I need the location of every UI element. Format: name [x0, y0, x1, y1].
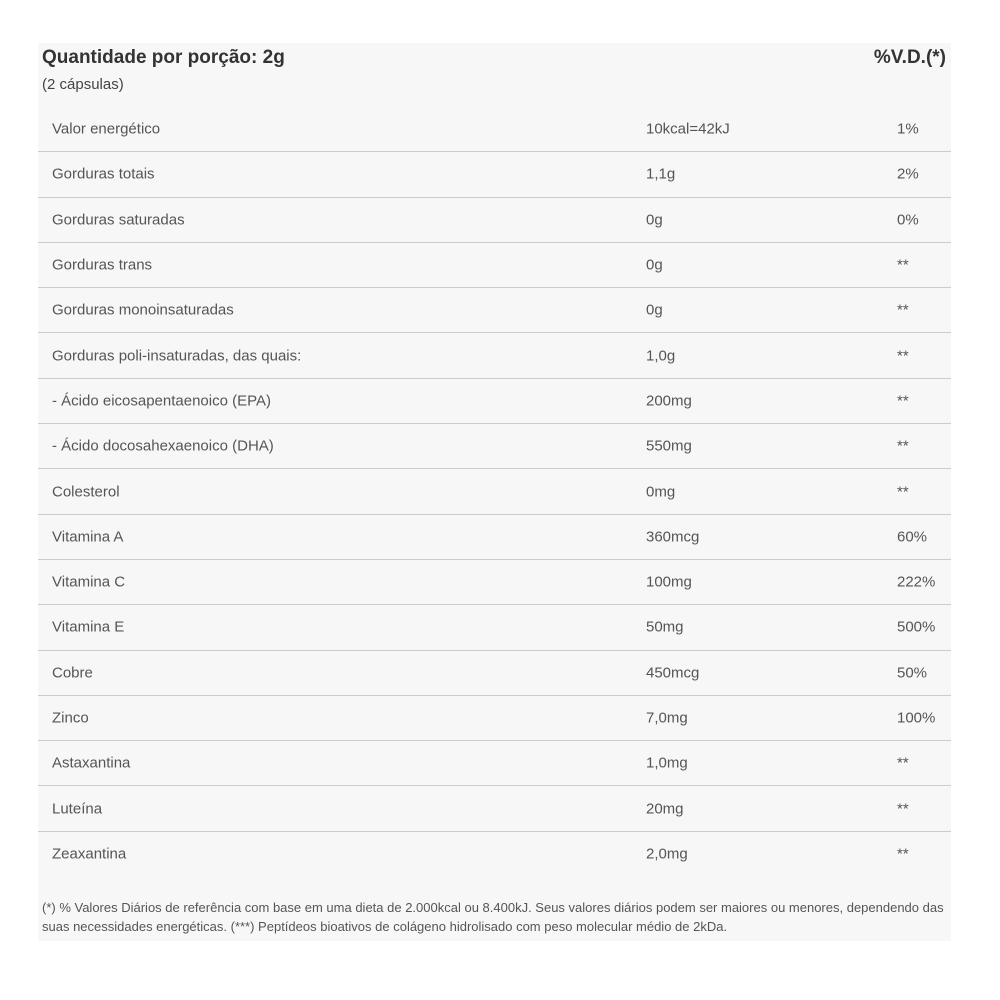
table-row — [38, 696, 951, 741]
nutrient-name: Gorduras trans — [52, 256, 153, 274]
nutrient-name: Gorduras poli-insaturadas, das quais: — [52, 347, 302, 365]
nutrient-name: Gorduras saturadas — [52, 211, 185, 229]
nutrient-daily-value: ** — [897, 483, 909, 501]
nutrient-name: Vitamina A — [52, 528, 124, 546]
nutrient-amount: 1,0mg — [646, 754, 688, 772]
table-row — [38, 469, 951, 514]
nutrient-name: Zeaxantina — [52, 845, 127, 863]
nutrient-daily-value: 50% — [897, 664, 928, 682]
nutrient-amount: 1,1g — [646, 165, 676, 183]
nutrient-name: Gorduras totais — [52, 165, 155, 183]
table-row — [38, 515, 951, 560]
nutrient-name: Vitamina E — [52, 618, 125, 636]
table-row — [38, 741, 951, 786]
table-row — [38, 379, 951, 424]
nutrient-daily-value: ** — [897, 754, 909, 772]
nutrient-amount: 20mg — [646, 800, 684, 818]
nutrient-name: Valor energético — [52, 120, 161, 138]
daily-value-header: %V.D.(*) — [873, 47, 946, 68]
nutrition-table — [38, 107, 951, 877]
nutrient-amount: 0mg — [646, 483, 676, 501]
nutrient-name: Gorduras monoinsaturadas — [52, 301, 234, 319]
nutrition-facts-panel — [38, 43, 951, 941]
nutrient-amount: 0g — [646, 256, 663, 274]
nutrient-daily-value: 222% — [897, 573, 936, 591]
table-row — [38, 198, 951, 243]
nutrient-amount: 200mg — [646, 392, 692, 410]
nutrient-name: Vitamina C — [52, 573, 126, 591]
table-row — [38, 605, 951, 650]
nutrient-daily-value: ** — [897, 301, 909, 319]
table-row — [38, 107, 951, 152]
nutrient-daily-value: 0% — [897, 211, 919, 229]
nutrient-amount: 7,0mg — [646, 709, 688, 727]
nutrition-header — [38, 43, 951, 107]
nutrient-daily-value: 100% — [897, 709, 936, 727]
serving-size-title: Quantidade por porção: 2g — [42, 47, 285, 68]
table-row — [38, 243, 951, 288]
nutrient-daily-value: 1% — [897, 120, 919, 138]
nutrient-daily-value: ** — [897, 437, 909, 455]
nutrient-amount: 0g — [646, 211, 663, 229]
nutrient-amount: 50mg — [646, 618, 684, 636]
nutrient-amount: 10kcal=42kJ — [646, 120, 730, 138]
nutrient-name: Cobre — [52, 664, 93, 682]
nutrient-name: Colesterol — [52, 483, 120, 501]
nutrient-amount: 100mg — [646, 573, 692, 591]
nutrient-daily-value: 2% — [897, 165, 919, 183]
nutrient-name: Zinco — [52, 709, 89, 727]
nutrient-amount: 550mg — [646, 437, 692, 455]
table-row — [38, 786, 951, 831]
table-row — [38, 333, 951, 378]
nutrient-daily-value: ** — [897, 800, 909, 818]
nutrient-daily-value: 60% — [897, 528, 928, 546]
table-row — [38, 832, 951, 877]
table-row — [38, 424, 951, 469]
nutrient-amount: 0g — [646, 301, 663, 319]
nutrient-amount: 360mcg — [646, 528, 700, 546]
table-row — [38, 152, 951, 197]
nutrient-daily-value: ** — [897, 392, 909, 410]
table-row — [38, 560, 951, 605]
nutrient-daily-value: ** — [897, 256, 909, 274]
footnote: (*) % Valores Diários de referência com base em uma dieta de 2.000kcal ou 8.400kJ. Seus valores diários podem ser maiores ou menores, dependendo das suas necessidades energéticas. (***) Peptídeos bioativos de colágeno hidrolisado com peso molecular médio de 2kDa. — [42, 900, 944, 934]
nutrient-name: Luteína — [52, 800, 103, 818]
nutrient-daily-value: ** — [897, 347, 909, 365]
nutrient-daily-value: 500% — [897, 618, 936, 636]
serving-size-subtitle: (2 cápsulas) — [42, 76, 124, 93]
table-row — [38, 651, 951, 696]
nutrient-name: Astaxantina — [52, 754, 131, 772]
nutrient-amount: 450mcg — [646, 664, 700, 682]
nutrient-daily-value: ** — [897, 845, 909, 863]
nutrient-amount: 1,0g — [646, 347, 676, 365]
nutrient-name: - Ácido eicosapentaenoico (EPA) — [52, 392, 272, 410]
nutrient-name: - Ácido docosahexaenoico (DHA) — [52, 437, 274, 455]
table-row — [38, 288, 951, 333]
nutrient-amount: 2,0mg — [646, 845, 688, 863]
